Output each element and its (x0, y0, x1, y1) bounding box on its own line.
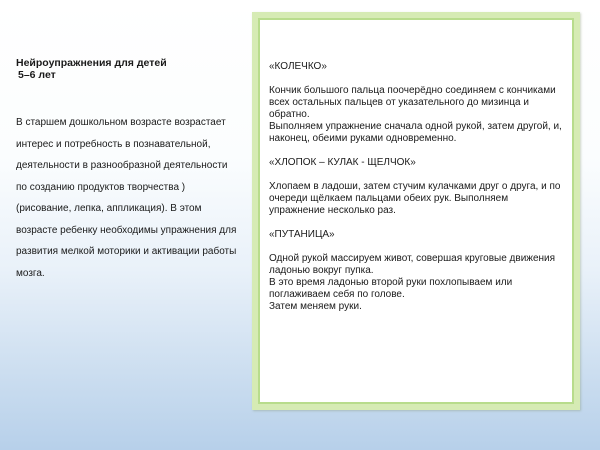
exercise-body-kolechko: Кончик большого пальца поочерёдно соединяем с кончиками всех остальных пальцев от указательного до мизинца и обратно. Выполняем упражнение сначала одной рукой, затем другой, и, наконец, обеими руками одновременно. (269, 85, 562, 144)
exercise-title-kolechko: «КОЛЕЧКО» (269, 61, 327, 72)
exercise-card-border (258, 18, 574, 404)
exercise-body-putanitsa: Одной рукой массируем живот, совершая круговые движения ладонью вокруг пупка. В это время ладонью второй руки похлопываем или поглаживаем себя по голове. Затем меняем руки. (269, 253, 556, 312)
exercise-body-khlopok: Хлопаем в ладоши, затем стучим кулачками друг о друга, и по очереди щёлкаем пальцами обеих рук. Выполняем упражнение несколько раз. (269, 181, 561, 216)
exercise-title-khlopok: «ХЛОПОК – КУЛАК - ЩЕЛЧОК» (269, 157, 416, 168)
exercise-card-frame (252, 12, 580, 410)
exercise-title-putanitsa: «ПУТАНИЦА» (269, 229, 335, 240)
title-line-2: 5–6 лет (18, 69, 56, 81)
title-line-1: Нейроупражнения для детей (16, 57, 167, 69)
exercise-card (260, 20, 572, 402)
left-panel (16, 57, 240, 284)
page-title (16, 57, 240, 81)
intro-text: В старшем дошкольном возрасте возрастает интерес и потребность в познавательной, деятельности в разнообразной деятельности по созданию продуктов творчества ) (рисование, лепка, аппликация). В этом возрасте ребенку необходимы упражнения для развития мелкой моторики и активации работы мозга. (16, 117, 237, 279)
